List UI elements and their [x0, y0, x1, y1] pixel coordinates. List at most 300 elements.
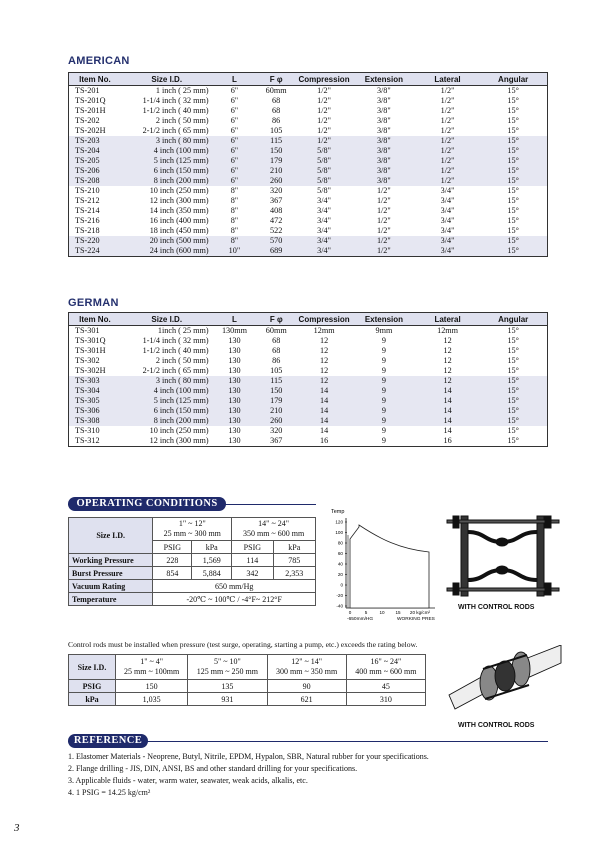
german-table-cell: 9 [381, 356, 386, 365]
reference-item-4: 4. 1 PSIG = 14.25 kg/cm² [68, 788, 151, 797]
german-table-cell: 130 [213, 396, 257, 406]
american-table-cell: 8" [230, 216, 239, 225]
american-table-row [69, 166, 548, 176]
american-table-cell: 86 [272, 116, 281, 125]
graph-x-right-label: WORKING PRES [397, 617, 435, 622]
american-table-cell: TS-212 [75, 196, 100, 205]
american-table-cell: 1/2" [317, 86, 331, 95]
german-table-cell: 1inch ( 25 mm) [157, 326, 209, 335]
german-table-cell: 15° [479, 386, 547, 396]
american-table-row [69, 116, 548, 126]
graph-x-tick: 5 [364, 610, 368, 615]
american-table-row [69, 196, 548, 206]
american-table-cell: 522 [270, 226, 283, 235]
german-table-cell: TS-301H [75, 346, 106, 355]
american-table-cell: 8" [230, 206, 239, 215]
american-table-cell: 16 inch (400 mm) [149, 216, 209, 225]
german-header-cell: Angular [479, 313, 547, 326]
op-working-value: 785 [273, 554, 316, 567]
american-table-cell: 689 [256, 246, 296, 257]
american-table-cell: 1/2" [317, 96, 331, 105]
ct-size-label: Size I.D. [69, 655, 116, 680]
american-table-cell: 10 inch (250 mm) [149, 186, 209, 195]
american-table-cell: 3/4" [416, 236, 480, 246]
german-table-cell: 9 [381, 336, 386, 345]
american-table-cell: 6" [213, 166, 257, 176]
german-table-cell: 9 [381, 426, 386, 435]
op-size-b-mm: 350 mm ~ 600 mm [242, 529, 305, 538]
american-table-cell: 15° [479, 236, 547, 246]
american-table-cell: 1/2" [352, 246, 416, 257]
op-burst-label: Burst Pressure [69, 567, 153, 580]
american-table-cell: 15° [479, 166, 547, 176]
american-table-cell: 15° [479, 136, 547, 146]
german-table-cell: TS-302H [75, 366, 106, 375]
american-table-cell: 2 inch ( 50 mm) [155, 116, 209, 125]
american-table-cell: 1/2" [440, 86, 455, 95]
german-table-cell: 12 inch (300 mm) [149, 436, 209, 445]
american-table-cell: 10" [213, 246, 257, 257]
german-table-cell: 12 [443, 356, 452, 365]
german-table-row [69, 326, 548, 337]
page-number: 3 [14, 822, 20, 834]
german-table-cell: 367 [270, 436, 283, 445]
german-table-cell: 1-1/4 inch ( 32 mm) [142, 336, 209, 345]
american-table-cell: 18 inch (450 mm) [149, 226, 209, 235]
op-burst-value: 342 [232, 567, 273, 580]
ct-mm: 400 mm ~ 600 mm [355, 667, 417, 676]
american-table-cell: 5/8" [296, 166, 352, 176]
german-table-cell: 12 [296, 376, 352, 386]
german-table-cell: 12 [443, 366, 452, 375]
american-table-cell: 1/2" [376, 186, 391, 195]
american-table-cell: 3/4" [416, 246, 480, 257]
american-table-cell: TS-201H [75, 106, 106, 115]
american-table-cell: 3/8" [376, 86, 391, 95]
american-table-cell: 1/2" [416, 166, 480, 176]
rod-bottom [447, 588, 559, 591]
ct-inch: 16" ~ 24" [370, 657, 402, 666]
american-table-cell: TS-205 [69, 156, 121, 166]
american-table-row [69, 146, 548, 156]
german-table-cell: 68 [272, 346, 281, 355]
german-table-cell: 12 [416, 376, 480, 386]
american-table-cell: TS-202H [75, 126, 106, 135]
ct-kpa-value: 931 [188, 693, 267, 706]
graph-y-tick: 80 [337, 540, 343, 546]
german-table-cell: 14 [416, 406, 480, 416]
american-table-cell: TS-216 [75, 216, 100, 225]
german-table-cell: 15° [479, 376, 547, 386]
american-table-cell: 8" [230, 196, 239, 205]
american-table-cell: 1/2" [352, 236, 416, 246]
german-table-cell: TS-310 [75, 426, 100, 435]
german-table-cell: 3 inch ( 80 mm) [121, 376, 213, 386]
german-header-cell: Item No. [69, 313, 121, 326]
german-table-cell: 105 [270, 366, 283, 375]
german-table-row [69, 416, 548, 426]
american-table-cell: 15° [507, 126, 519, 135]
american-table-cell: 3/4" [440, 186, 455, 195]
american-table-cell: 15° [507, 96, 519, 105]
american-table-cell: 15° [507, 196, 519, 205]
german-table-cell: 15° [507, 336, 519, 345]
flange-left [461, 516, 468, 596]
american-table-cell: 6" [213, 176, 257, 186]
german-table-cell: 115 [256, 376, 296, 386]
german-table-row [69, 436, 548, 447]
american-title: AMERICAN [68, 55, 130, 67]
german-table-cell: 9 [381, 346, 386, 355]
german-table-cell: 16 [320, 436, 329, 445]
op-working-value: 228 [153, 554, 192, 567]
german-table-cell: 130 [213, 386, 257, 396]
american-table-row [69, 226, 548, 236]
german-table-cell: 9mm [375, 326, 393, 335]
op-burst-value: 5,884 [192, 567, 232, 580]
american-table [68, 72, 548, 257]
control-note: Control rods must be installed when pressure (test surge, operating, starting a pump, etc.) exceeds the rating below. [68, 640, 418, 649]
american-table-cell: 1/2" [296, 136, 352, 146]
pipe-right [525, 645, 561, 679]
german-table-cell: 9 [381, 366, 386, 375]
german-table-cell: 130 [213, 406, 257, 416]
op-temp-value: -20℃ ~ 100℃ / -4°F~ 212°F [153, 593, 316, 606]
op-size-label: Size I.D. [69, 518, 153, 554]
german-table-cell: 14 [443, 426, 452, 435]
german-table-cell: 86 [272, 356, 281, 365]
german-table-cell: 9 [352, 386, 416, 396]
german-table-cell: 130 [228, 346, 241, 355]
american-table-cell: 6" [213, 156, 257, 166]
ct-size-col [346, 655, 425, 680]
american-table-cell: 179 [256, 156, 296, 166]
american-table-cell: TS-210 [75, 186, 100, 195]
german-title: GERMAN [68, 297, 119, 309]
american-table-cell: 1/2" [416, 146, 480, 156]
american-table-row [69, 186, 548, 196]
american-table-cell: 1/2" [440, 126, 455, 135]
german-table-cell: 210 [256, 406, 296, 416]
american-table-cell: 6" [213, 136, 257, 146]
american-table-cell: 6" [230, 126, 239, 135]
american-table-cell: 24 inch (600 mm) [121, 246, 213, 257]
american-table-cell: 3/8" [376, 126, 391, 135]
american-table-cell: 15° [507, 206, 519, 215]
american-table-cell: 320 [270, 186, 283, 195]
german-table-cell: 16 [443, 436, 452, 445]
german-table-cell: TS-312 [75, 436, 100, 445]
american-table-cell: 408 [270, 206, 283, 215]
american-table-cell: 5/8" [296, 176, 352, 186]
graph-y-tick: 20 [337, 572, 343, 577]
german-table-cell: 130 [228, 366, 241, 375]
german-table-cell: 15° [507, 346, 519, 355]
american-table-cell: 115 [256, 136, 296, 146]
german-table-cell: 15° [479, 396, 547, 406]
american-table-cell: 20 inch (500 mm) [121, 236, 213, 246]
german-table-row [69, 426, 548, 436]
flange-right [537, 516, 544, 596]
graph-operating-area [350, 525, 429, 608]
ct-kpa-value: 621 [267, 693, 346, 706]
ct-inch: 1" ~ 4" [140, 657, 164, 666]
german-table-row [69, 346, 548, 356]
german-table-row [69, 366, 548, 376]
american-table-cell: 15° [479, 246, 547, 257]
american-table-cell: 1/2" [376, 226, 391, 235]
rubber-body [495, 661, 515, 691]
american-table-cell: 6" [230, 86, 239, 95]
american-table-cell: 3/4" [440, 206, 455, 215]
american-table-cell: 14 inch (350 mm) [149, 206, 209, 215]
american-table-cell: 6 inch (150 mm) [121, 166, 213, 176]
op-unit: PSIG [153, 541, 192, 554]
american-table-row [69, 86, 548, 97]
german-header-cell: F φ [256, 313, 296, 326]
german-table-cell: 14 [296, 416, 352, 426]
german-header-cell: Size I.D. [121, 313, 213, 326]
reference-item-3: 3. Applicable fluids - water, warm water, seawater, weak acids, alkalis, etc. [68, 776, 308, 785]
op-size-a-mm: 25 mm ~ 300 mm [163, 529, 221, 538]
german-table-cell: 15° [507, 326, 519, 335]
american-table-cell: TS-220 [69, 236, 121, 246]
reference-title: REFERENCE [68, 734, 148, 748]
american-table-cell: 15° [479, 176, 547, 186]
american-table-cell: 5 inch (125 mm) [121, 156, 213, 166]
american-header-cell: Item No. [69, 73, 121, 86]
ct-inch: 5" ~ 10" [213, 657, 241, 666]
american-table-cell: 68 [272, 106, 281, 115]
american-table-cell: 2-1/2 inch ( 65 mm) [142, 126, 209, 135]
american-table-cell: 1 inch ( 25 mm) [155, 86, 209, 95]
german-table-cell: 12 [320, 366, 329, 375]
german-table-cell: 15° [507, 366, 519, 375]
american-table-cell: 1/2" [317, 116, 331, 125]
american-table-cell: 570 [256, 236, 296, 246]
american-table-cell: 1/2" [317, 106, 331, 115]
german-table-cell: 15° [479, 406, 547, 416]
american-table-cell: 12 inch (300 mm) [149, 196, 209, 205]
german-table-cell: 15° [479, 416, 547, 426]
american-table-cell: 3/8" [352, 156, 416, 166]
german-table-cell: 14 [416, 396, 480, 406]
operating-title: OPERATING CONDITIONS [68, 497, 226, 511]
german-table-cell: 12 [443, 336, 452, 345]
german-table-cell: TS-306 [69, 406, 121, 416]
german-table-cell: 14 [416, 416, 480, 426]
op-size-b [232, 518, 316, 541]
german-table-cell: 10 inch (250 mm) [149, 426, 209, 435]
german-table-cell: 9 [352, 396, 416, 406]
american-table-cell: 3/4" [440, 226, 455, 235]
german-table-cell: 4 inch (100 mm) [121, 386, 213, 396]
american-table-cell: 1/2" [376, 216, 391, 225]
german-table-row [69, 386, 548, 396]
ct-psig-value: 90 [267, 680, 346, 693]
german-table-cell: 9 [352, 406, 416, 416]
american-table-cell: 1/2" [376, 196, 391, 205]
op-vacuum-label: Vacuum Rating [69, 580, 153, 593]
op-unit: kPa [192, 541, 232, 554]
german-table-cell: 14 [416, 386, 480, 396]
german-table-cell: 2-1/2 inch ( 65 mm) [142, 366, 209, 375]
op-working-value: 114 [232, 554, 273, 567]
german-table-row [69, 376, 548, 386]
american-table-cell: 472 [270, 216, 283, 225]
german-table-cell: 130 [213, 416, 257, 426]
german-table-cell: 260 [256, 416, 296, 426]
american-table-cell: 1/2" [440, 106, 455, 115]
graph-y-tick: 0 [340, 582, 343, 588]
american-table-cell: 8" [230, 186, 239, 195]
american-table-cell: 105 [270, 126, 283, 135]
american-table-cell: 1-1/2 inch ( 40 mm) [142, 106, 209, 115]
ct-psig-value: 135 [188, 680, 267, 693]
control-rods-side-drawing [445, 510, 563, 602]
american-table-row [69, 176, 548, 186]
american-table-cell: 3/8" [376, 96, 391, 105]
german-table-cell: 68 [272, 336, 281, 345]
graph-y-tick: -20 [336, 593, 343, 598]
american-table-cell: 3/8" [376, 116, 391, 125]
german-table-cell: 14 [296, 406, 352, 416]
american-table-cell: 3/4" [296, 236, 352, 246]
ct-psig-value: 150 [116, 680, 188, 693]
rods-caption-1: WITH CONTROL RODS [458, 604, 535, 611]
graph-y-tick: 100 [335, 530, 343, 535]
ct-psig-value: 45 [346, 680, 425, 693]
american-table-cell: 6" [230, 116, 239, 125]
german-table-cell: 130 [228, 426, 241, 435]
american-table-cell: TS-201Q [75, 96, 106, 105]
american-table-cell: 3/8" [376, 106, 391, 115]
american-header-cell: F φ [256, 73, 296, 86]
german-table-cell: 9 [352, 416, 416, 426]
german-table-cell: 12 [320, 356, 329, 365]
american-table-cell: 1/2" [317, 126, 331, 135]
german-table-cell: 130 [213, 376, 257, 386]
american-table-cell: 3/8" [352, 146, 416, 156]
german-table-cell: 130mm [221, 326, 247, 335]
ct-mm: 125 mm ~ 250 mm [196, 667, 258, 676]
graph-y-tick: -40 [336, 603, 343, 609]
german-table-cell: 130 [228, 356, 241, 365]
american-table-row [69, 126, 548, 136]
american-table-row [69, 96, 548, 106]
german-table-cell: 150 [256, 386, 296, 396]
american-table-cell: 1/2" [416, 156, 480, 166]
american-table-cell: 15° [507, 106, 519, 115]
reference-item-1: 1. Elastomer Materials - Neoprene, Butyl, Nitrile, EPDM, Hypalon, SBR, Natural rubber for your specifications. [68, 752, 429, 761]
american-table-row [69, 246, 548, 257]
graph-x-tick: 0 [348, 610, 352, 615]
american-table-cell: 1/2" [440, 96, 455, 105]
ct-size-col [188, 655, 267, 680]
german-table-cell: 130 [228, 336, 241, 345]
american-table-cell: 1/2" [376, 206, 391, 215]
german-table-cell: 15° [507, 426, 519, 435]
american-table-cell: 6" [230, 96, 239, 105]
ct-inch: 12" ~ 14" [291, 657, 323, 666]
german-table-cell: 6 inch (150 mm) [121, 406, 213, 416]
american-table-cell: 8" [230, 226, 239, 235]
nut [453, 516, 459, 528]
german-table-cell: 12 [320, 346, 329, 355]
german-table-cell: 12mm [313, 326, 335, 335]
german-table-cell: 15° [507, 356, 519, 365]
german-table-cell: 12mm [437, 326, 459, 335]
german-table-cell: 14 [296, 386, 352, 396]
ct-size-col [116, 655, 188, 680]
german-table-row [69, 356, 548, 366]
graph-x-left-label: -650mm/HG [347, 617, 374, 622]
american-table-row [69, 136, 548, 146]
rods-caption-2: WITH CONTROL RODS [458, 722, 535, 729]
op-unit: kPa [273, 541, 316, 554]
american-table-cell: TS-204 [69, 146, 121, 156]
op-size-a [153, 518, 232, 541]
american-table-cell: TS-202 [75, 116, 100, 125]
american-table-cell: 15° [507, 86, 519, 95]
german-table-row [69, 336, 548, 346]
american-table-cell: 150 [256, 146, 296, 156]
american-table-cell: 210 [256, 166, 296, 176]
ct-size-col [267, 655, 346, 680]
american-table-cell: 3 inch ( 80 mm) [121, 136, 213, 146]
american-table-cell: 3/4" [317, 196, 331, 205]
american-table-cell: 15° [479, 156, 547, 166]
american-header-cell: Angular [479, 73, 547, 86]
german-header-cell: L [213, 313, 257, 326]
ct-psig-label: PSIG [69, 680, 116, 693]
american-table-cell: 1/2" [416, 176, 480, 186]
ct-kpa-value: 1,035 [116, 693, 188, 706]
op-size-a-inch: 1" ~ 12" [178, 519, 206, 528]
german-table-cell: 9 [352, 376, 416, 386]
american-table-cell: 1-1/4 inch ( 32 mm) [142, 96, 209, 105]
american-table-row [69, 236, 548, 246]
german-table-cell: 14 [320, 426, 329, 435]
american-table-cell: 1/2" [440, 116, 455, 125]
american-table-cell: 68 [272, 96, 281, 105]
american-table-cell: 3/4" [440, 216, 455, 225]
control-rods-3d-drawing [445, 645, 565, 713]
american-table-cell: 3/4" [317, 226, 331, 235]
op-unit: PSIG [232, 541, 273, 554]
graph-x-tick: 10 [379, 610, 385, 615]
ct-mm: 300 mm ~ 350 mm [276, 667, 338, 676]
american-table-cell: TS-208 [69, 176, 121, 186]
american-table-cell: 367 [270, 196, 283, 205]
american-table-cell: TS-218 [75, 226, 100, 235]
american-header-cell: Lateral [416, 73, 480, 86]
german-table-cell: TS-305 [69, 396, 121, 406]
german-table-cell: 14 [296, 396, 352, 406]
german-table-cell: 12 [443, 346, 452, 355]
american-table-cell: 15° [507, 116, 519, 125]
graph-y-title: Temp [331, 509, 345, 515]
rod-top [447, 520, 559, 523]
ct-mm: 25 mm ~ 100mm [124, 667, 180, 676]
german-table-cell: 12 [320, 336, 329, 345]
ct-kpa-value: 310 [346, 693, 425, 706]
american-table-cell: 3/4" [317, 206, 331, 215]
ct-kpa-label: kPa [69, 693, 116, 706]
american-table-cell: 3/4" [440, 196, 455, 205]
graph-x-tick: 20 kg/cm² [409, 610, 431, 615]
american-table-cell: 3/4" [317, 216, 331, 225]
